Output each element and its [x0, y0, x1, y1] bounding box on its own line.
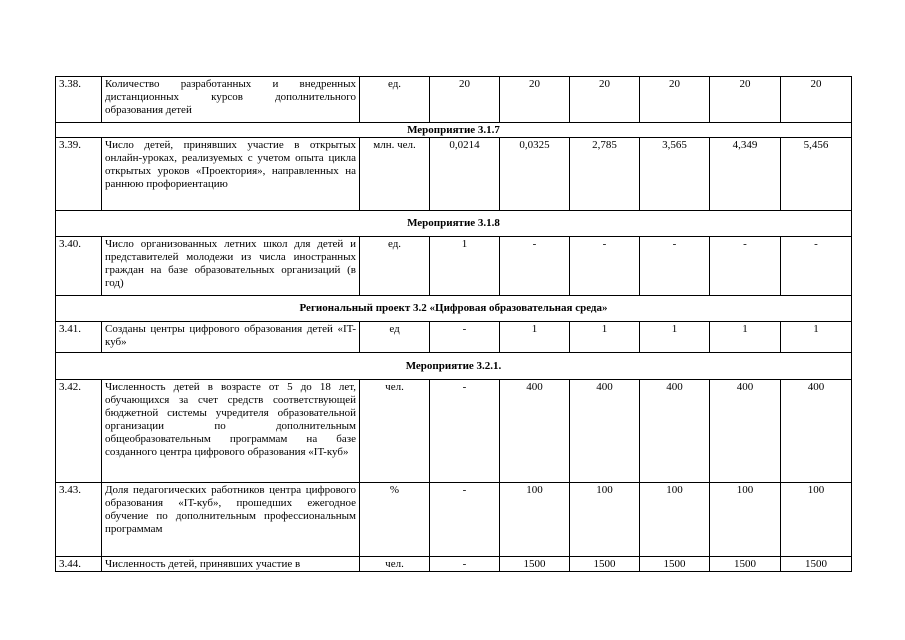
table-row	[56, 138, 852, 211]
row-number: 3.41.	[56, 322, 102, 353]
value-cell: 400	[570, 380, 640, 483]
value-cell: 400	[640, 380, 710, 483]
value-cell: -	[430, 380, 500, 483]
row-number: 3.44.	[56, 557, 102, 572]
value-cell: -	[570, 237, 640, 296]
value-cell: 20	[430, 77, 500, 123]
value-cell: -	[710, 237, 781, 296]
indicator-name: Численность детей в возрасте от 5 до 18 лет, обучающихся за счет средств соответствующей бюджетной системы учредителя образовательной организации по дополнительным общеобразовательным программам на базе созданного центра цифрового образования «IT-куб»	[102, 380, 360, 483]
unit-cell: ед.	[360, 237, 430, 296]
value-cell: 400	[500, 380, 570, 483]
section-row	[56, 211, 852, 237]
indicator-name: Количество разработанных и внедренных дистанционных курсов дополнительного образования детей	[102, 77, 360, 123]
value-cell: 1500	[500, 557, 570, 572]
table-row	[56, 483, 852, 557]
value-cell: 20	[500, 77, 570, 123]
table-row	[56, 380, 852, 483]
table-row	[56, 557, 852, 572]
value-cell: 100	[570, 483, 640, 557]
indicators-table	[55, 76, 852, 572]
value-cell: 400	[710, 380, 781, 483]
value-cell: 20	[640, 77, 710, 123]
value-cell: 2,785	[570, 138, 640, 211]
value-cell: 4,349	[710, 138, 781, 211]
value-cell: -	[430, 322, 500, 353]
value-cell: 1500	[570, 557, 640, 572]
unit-cell: чел.	[360, 557, 430, 572]
table-row	[56, 77, 852, 123]
section-heading: Региональный проект 3.2 «Цифровая образовательная среда»	[56, 296, 852, 322]
unit-cell: млн. чел.	[360, 138, 430, 211]
value-cell: 1	[430, 237, 500, 296]
value-cell: -	[781, 237, 852, 296]
value-cell: 20	[781, 77, 852, 123]
value-cell: 100	[781, 483, 852, 557]
unit-cell: чел.	[360, 380, 430, 483]
section-heading: Мероприятие 3.1.8	[56, 211, 852, 237]
table-row	[56, 322, 852, 353]
value-cell: 1	[500, 322, 570, 353]
value-cell: 100	[640, 483, 710, 557]
value-cell: 3,565	[640, 138, 710, 211]
indicator-name: Число организованных летних школ для детей и представителей молодежи из числа иностранных граждан на базе образовательных организаций (в год)	[102, 237, 360, 296]
value-cell: -	[640, 237, 710, 296]
indicator-name: Численность детей, принявших участие в	[102, 557, 360, 572]
value-cell: 100	[500, 483, 570, 557]
value-cell: 1	[640, 322, 710, 353]
section-heading: Мероприятие 3.1.7	[56, 123, 852, 138]
table-row	[56, 237, 852, 296]
row-number: 3.40.	[56, 237, 102, 296]
unit-cell: ед.	[360, 77, 430, 123]
section-heading: Мероприятие 3.2.1.	[56, 353, 852, 380]
unit-cell: %	[360, 483, 430, 557]
row-number: 3.42.	[56, 380, 102, 483]
value-cell: 5,456	[781, 138, 852, 211]
value-cell: -	[430, 557, 500, 572]
row-number: 3.39.	[56, 138, 102, 211]
value-cell: 1500	[781, 557, 852, 572]
value-cell: 1500	[710, 557, 781, 572]
value-cell: 1	[570, 322, 640, 353]
value-cell: 1500	[640, 557, 710, 572]
value-cell: 0,0325	[500, 138, 570, 211]
indicator-name: Доля педагогических работников центра цифрового образования «IT-куб», прошедших ежегодное обучение по дополнительным профессиональным программам	[102, 483, 360, 557]
row-number: 3.38.	[56, 77, 102, 123]
value-cell: 20	[710, 77, 781, 123]
indicator-name: Созданы центры цифрового образования детей «IT-куб»	[102, 322, 360, 353]
value-cell: 0,0214	[430, 138, 500, 211]
value-cell: 400	[781, 380, 852, 483]
value-cell: 100	[710, 483, 781, 557]
unit-cell: ед	[360, 322, 430, 353]
indicator-name: Число детей, принявших участие в открытых онлайн-уроках, реализуемых с учетом опыта цикла открытых уроков «Проектория», направленных на раннюю профориентацию	[102, 138, 360, 211]
value-cell: 20	[570, 77, 640, 123]
value-cell: 1	[781, 322, 852, 353]
row-number: 3.43.	[56, 483, 102, 557]
value-cell: -	[430, 483, 500, 557]
section-row	[56, 123, 852, 138]
value-cell: -	[500, 237, 570, 296]
section-row	[56, 353, 852, 380]
section-row	[56, 296, 852, 322]
value-cell: 1	[710, 322, 781, 353]
